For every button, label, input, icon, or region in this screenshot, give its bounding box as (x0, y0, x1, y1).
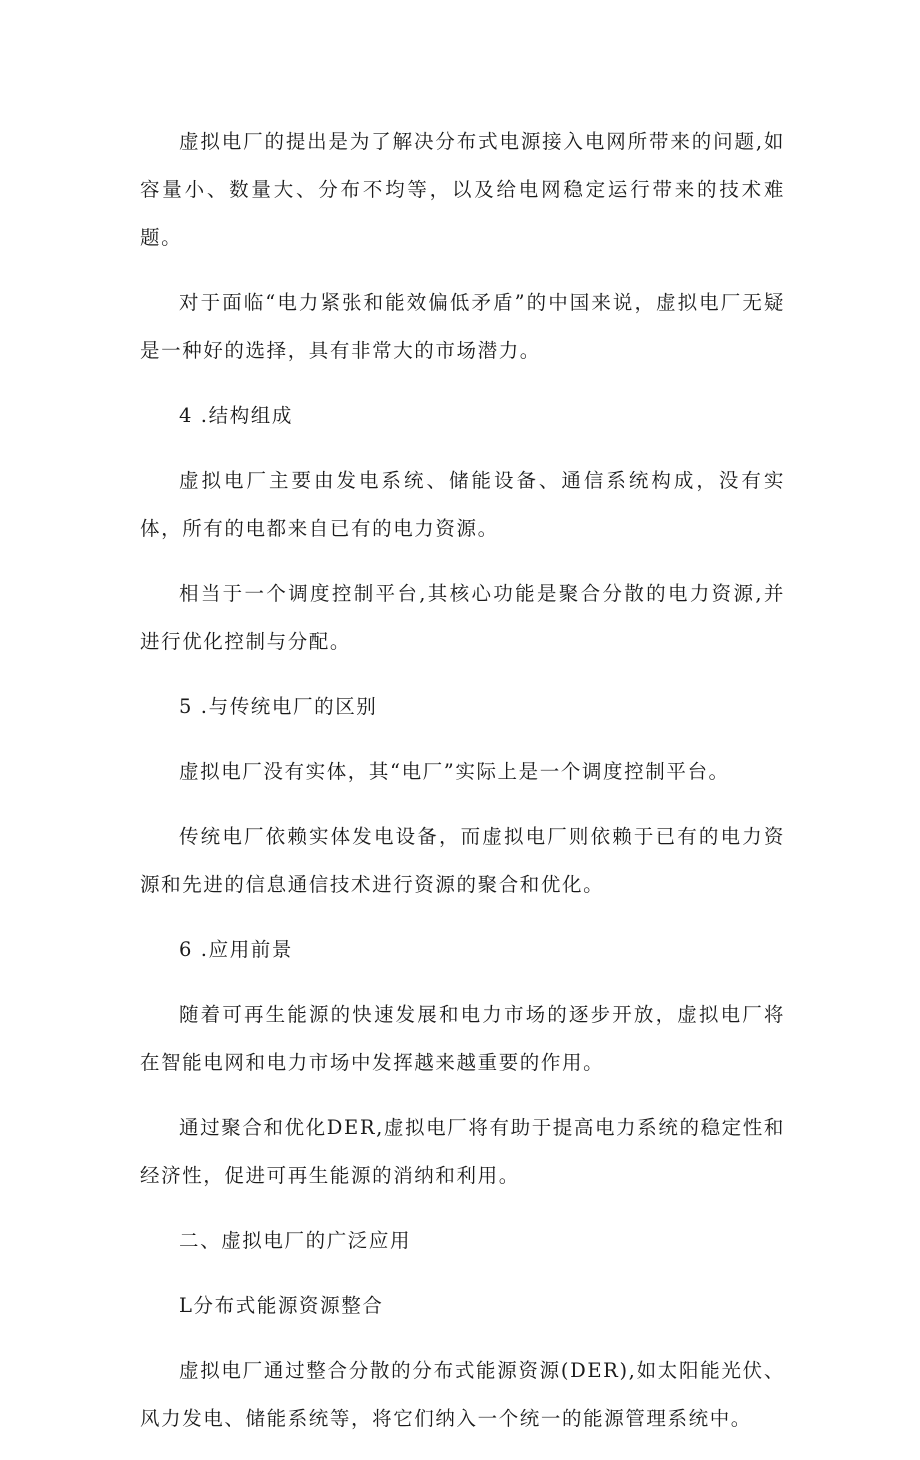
document-body (140, 118, 785, 1460)
section-heading: 5 .与传统电厂的区别 (179, 695, 378, 718)
paragraph: 通过聚合和优化DER,虚拟电厂将有助于提高电力系统的稳定性和经济性，促进可再生能源的消纳和利用。 (140, 1116, 785, 1187)
section-heading: 6 .应用前景 (179, 938, 294, 961)
chapter-heading: 二、虚拟电厂的广泛应用 (179, 1229, 412, 1252)
paragraph: 相当于一个调度控制平台,其核心功能是聚合分散的电力资源,并进行优化控制与分配。 (140, 582, 785, 653)
paragraph: 虚拟电厂主要由发电系统、储能设备、通信系统构成，没有实体，所有的电都来自已有的电力资源。 (140, 469, 785, 540)
section-heading: 4 .结构组成 (179, 404, 294, 427)
paragraph: 虚拟电厂的提出是为了解决分布式电源接入电网所带来的问题,如容量小、数量大、分布不均等，以及给电网稳定运行带来的技术难题。 (140, 130, 785, 249)
paragraph: 虚拟电厂通过整合分散的分布式能源资源(DER),如太阳能光伏、风力发电、储能系统等，将它们纳入一个统一的能源管理系统中。 (140, 1359, 785, 1430)
paragraph: 随着可再生能源的快速发展和电力市场的逐步开放，虚拟电厂将在智能电网和电力市场中发挥越来越重要的作用。 (140, 1003, 785, 1074)
paragraph: 虚拟电厂没有实体，其“电厂”实际上是一个调度控制平台。 (179, 760, 730, 783)
paragraph: 对于面临“电力紧张和能效偏低矛盾”的中国来说，虚拟电厂无疑是一种好的选择，具有非常大的市场潜力。 (140, 291, 785, 362)
section-heading: L分布式能源资源整合 (179, 1294, 384, 1317)
paragraph: 传统电厂依赖实体发电设备，而虚拟电厂则依赖于已有的电力资源和先进的信息通信技术进行资源的聚合和优化。 (140, 825, 785, 896)
